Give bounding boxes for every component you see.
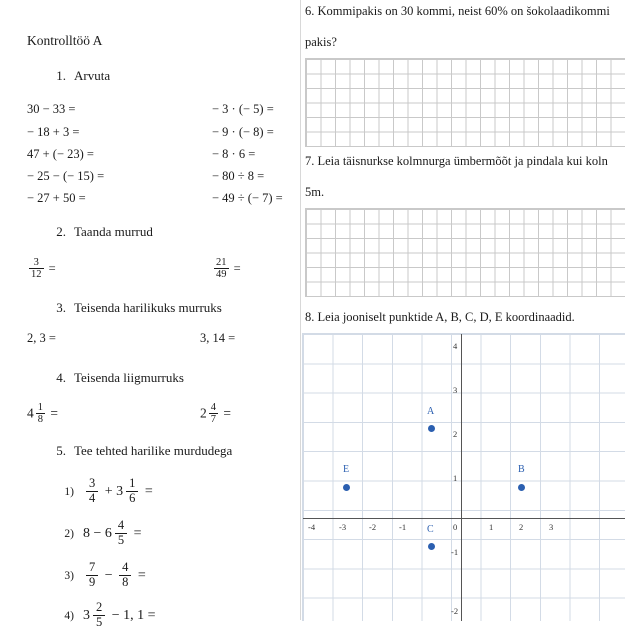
operand-a: 8	[83, 526, 90, 542]
fraction	[36, 402, 45, 425]
fraction-numerator: 4	[117, 518, 125, 532]
fraction-denominator: 49	[216, 269, 227, 281]
fraction-numerator: 21	[216, 257, 227, 268]
item-index: 1)	[64, 486, 74, 499]
task-6-line-2: pakis?	[305, 35, 337, 49]
mixed-whole: 3	[83, 608, 90, 624]
task-1-left-eq-5: − 27 + 50 =	[27, 191, 86, 205]
fraction-numerator: 2	[96, 600, 103, 614]
fraction-denominator: 12	[31, 269, 42, 281]
task-5-item-2	[58, 520, 142, 548]
fraction	[86, 561, 98, 589]
fraction-denominator: 6	[126, 491, 138, 506]
task-1-right-eq-5: − 49 ÷ (− 7) =	[212, 191, 283, 205]
fraction	[115, 519, 127, 547]
equals-sign: =	[144, 484, 153, 500]
task-4-label: Teisenda liigmurruks	[74, 370, 184, 385]
task-3-heading	[44, 300, 222, 316]
y-axis	[461, 334, 462, 621]
y-tick-label: 3	[453, 385, 458, 395]
task-1-left-eq-4: − 25 − (− 15) =	[27, 169, 105, 183]
task-7-line-1	[305, 152, 608, 170]
task-7-number: 7.	[305, 154, 315, 168]
point-a-label: A	[427, 406, 435, 417]
task-1-right-eq-4: − 80 ÷ 8 =	[212, 169, 265, 183]
task-6-text: Kommipakis on 30 kommi, neist 60% on šokolaadikommi	[317, 4, 610, 18]
point-e-label: E	[343, 464, 350, 475]
fraction-denominator: 8	[119, 575, 131, 590]
equals-sign: =	[48, 261, 56, 276]
task-1-left-eq-1: 30 − 33 =	[27, 102, 76, 116]
task-1-right-eq-2: − 9 · (− 8) =	[212, 125, 274, 139]
operator: −	[111, 608, 120, 624]
task-5-label: Tee tehted harilike murdudega	[74, 443, 233, 458]
task-5-item-3	[58, 562, 146, 590]
task-1-heading	[44, 68, 110, 84]
task-5-item-1	[58, 478, 153, 506]
fraction-numerator: 1	[129, 476, 136, 490]
task-5-number: 5.	[56, 443, 66, 458]
fraction-numerator: 7	[89, 560, 96, 574]
task-6-line-1	[305, 2, 610, 20]
fraction-denominator: 4	[86, 491, 98, 506]
answer-grid-task-6	[305, 58, 625, 147]
equals-sign: =	[50, 405, 58, 421]
point-a	[428, 425, 435, 432]
operator: +	[104, 484, 113, 500]
task-2-heading	[44, 224, 153, 240]
equals-sign: =	[147, 608, 156, 624]
task-3-label: Teisenda harilikuks murruks	[74, 300, 222, 315]
fraction-numerator: 4	[210, 402, 216, 413]
task-4-item-2	[200, 403, 231, 426]
task-3-item-2: 3, 14 =	[200, 331, 236, 345]
y-tick-label: -2	[451, 606, 459, 616]
item-index: 2)	[64, 528, 74, 541]
y-tick-label: 4	[453, 341, 458, 351]
y-tick-label: 2	[453, 429, 458, 439]
fraction-denominator: 8	[37, 414, 43, 426]
left-column	[0, 0, 300, 629]
fraction-numerator: 1	[37, 402, 43, 413]
task-7-text: Leia täisnurkse kolmnurga ümbermõõt ja pindala kui koln	[317, 154, 608, 168]
fraction-denominator: 5	[115, 533, 127, 548]
x-tick-label: 3	[549, 522, 554, 532]
x-tick-label: -4	[308, 522, 316, 532]
task-1-left-eq-2: − 18 + 3 =	[27, 125, 80, 139]
task-4-heading	[44, 370, 184, 386]
x-tick-label: -3	[339, 522, 347, 532]
operator: −	[104, 568, 113, 584]
x-tick-label: -1	[399, 522, 407, 532]
task-1-left-eq-3: 47 + (− 23) =	[27, 147, 94, 161]
fraction-denominator: 5	[93, 615, 105, 630]
mixed-whole: 3	[116, 484, 124, 500]
y-tick-label: 1	[453, 473, 458, 483]
task-3-item-1: 2, 3 =	[27, 331, 56, 345]
fraction	[29, 257, 44, 280]
mixed-whole: 4	[27, 405, 34, 421]
task-1-number: 1.	[56, 68, 66, 83]
task-2-label: Taanda murrud	[74, 224, 153, 239]
x-axis	[303, 518, 625, 519]
fraction-numerator: 3	[33, 257, 39, 268]
item-index: 4)	[64, 610, 74, 623]
fraction	[119, 561, 131, 589]
point-c-label: C	[427, 524, 434, 535]
x-tick-label: 1	[489, 522, 494, 532]
point-e	[343, 484, 350, 491]
task-4-number: 4.	[56, 370, 66, 385]
answer-grid-task-7	[305, 208, 625, 297]
task-5-item-4	[58, 602, 156, 630]
page-title: Kontrolltöö A	[27, 33, 103, 48]
fraction	[126, 477, 138, 505]
task-1-right-eq-1: − 3 · (− 5) =	[212, 102, 274, 116]
fraction	[214, 257, 229, 280]
equals-sign: =	[233, 261, 241, 276]
operand-b: 1, 1	[123, 608, 145, 624]
task-4-item-1	[27, 403, 58, 426]
fraction	[86, 477, 98, 505]
x-tick-label: 0	[453, 522, 458, 532]
coordinate-plane	[302, 333, 625, 621]
equals-sign: =	[223, 405, 231, 421]
point-b-label: B	[518, 464, 525, 475]
task-8-heading: 8. Leia jooniselt punktide A, B, C, D, E koordinaadid.	[305, 310, 575, 324]
mixed-whole: 6	[104, 526, 112, 542]
operator: −	[93, 526, 102, 542]
task-3-number: 3.	[56, 300, 66, 315]
fraction-denominator: 7	[210, 414, 216, 426]
task-2-item-1	[27, 258, 56, 281]
task-5-heading	[44, 443, 232, 459]
equals-sign: =	[133, 526, 142, 542]
mixed-whole: 2	[200, 405, 207, 421]
point-b	[518, 484, 525, 491]
fraction-denominator: 9	[86, 575, 98, 590]
fraction	[209, 402, 218, 425]
task-1-label: Arvuta	[74, 68, 111, 83]
task-7-line-2: 5m.	[305, 185, 325, 199]
task-1-right-eq-3: − 8 · 6 =	[212, 147, 256, 161]
task-2-number: 2.	[56, 224, 66, 239]
task-6-number: 6.	[305, 4, 315, 18]
x-tick-label: 2	[519, 522, 524, 532]
task-2-item-2	[212, 258, 241, 281]
y-tick-label: -1	[451, 547, 459, 557]
fraction-numerator: 4	[122, 560, 129, 574]
fraction	[93, 601, 105, 629]
point-c	[428, 543, 435, 550]
fraction-numerator: 3	[89, 476, 96, 490]
item-index: 3)	[64, 570, 74, 583]
x-tick-label: -2	[369, 522, 377, 532]
equals-sign: =	[137, 568, 146, 584]
